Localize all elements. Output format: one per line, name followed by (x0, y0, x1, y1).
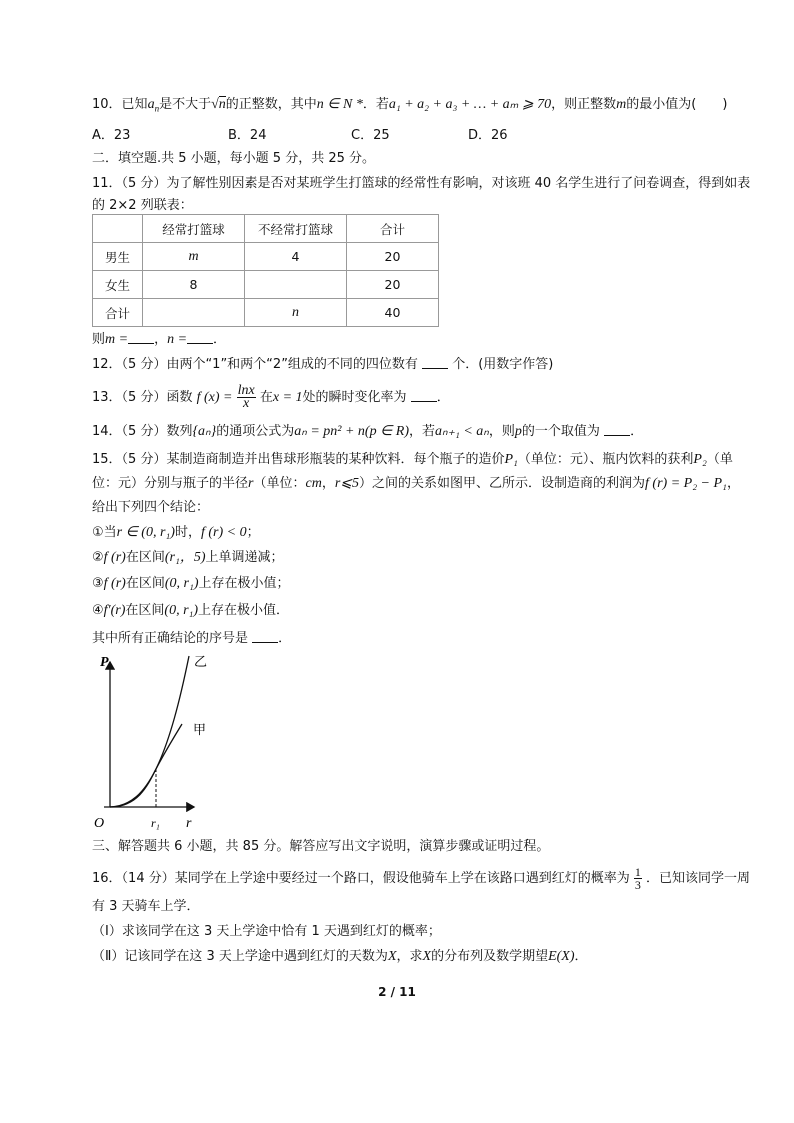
table-row (93, 271, 439, 299)
q12-stem: 12．（5 分）由两个“1”和两个“2”组成的不同的四位数有 个．(用数字作答) (92, 357, 554, 372)
table-cell: 经常打篮球 (143, 215, 245, 243)
q16-line1: 16．（14 分）某同学在上学途中要经过一个路口，假设他骑车上学在该路口遇到红灯的概率为 $\frac{1}{3}$ ．已知该同学一周 (92, 865, 751, 892)
table-cell: 男生 (93, 243, 143, 271)
table-row (93, 299, 439, 327)
q15-conclusion-2: ②f (r)在区间(r₁，5)上单调递减； (92, 550, 284, 565)
table-cell: 40 (347, 299, 439, 327)
table-cell: 合计 (347, 215, 439, 243)
q15-line1: 15．（5 分）某制造商制造并出售球形瓶装的某种饮料．每个瓶子的造价P₁（单位：元）、瓶内饮料的获利P₂（单 (92, 452, 733, 467)
table-cell: 20 (347, 271, 439, 299)
table-cell: 20 (347, 243, 439, 271)
curve-label-jia: 甲 (193, 723, 207, 738)
contingency-table (92, 214, 439, 327)
table-header-row (93, 215, 439, 243)
x-axis-label: r (186, 816, 192, 831)
q11-line1: 11．（5 分）为了解性别因素是否对某班学生打篮球的经常性有影响，对该班 40 名学生进行了问卷调查，得到如表 (92, 176, 751, 191)
table-cell (93, 215, 143, 243)
section3-heading: 三、解答题共 6 小题，共 85 分。解答应写出文字说明，演算步骤或证明过程。 (92, 839, 550, 854)
q10-option-a: A．23 (92, 128, 131, 143)
curve-jia (110, 724, 182, 807)
curve-label-yi: 乙 (194, 655, 208, 670)
table-cell: n (245, 299, 347, 327)
table-cell: 女生 (93, 271, 143, 299)
page-number: 2 / 11 (378, 985, 416, 999)
q10-option-b: B．24 (228, 128, 267, 143)
q13-stem: 13．（5 分）函数 f (x) = $\frac{\ln x}{x}$ 在x = 1处的瞬时变化率为 ． (92, 383, 450, 411)
table-cell: 8 (143, 271, 245, 299)
table-cell: m (143, 243, 245, 271)
q15-conclusion-1: ①当r ∈ (0, r₁)时，f (r) < 0； (92, 525, 260, 540)
q15-ask: 其中所有正确结论的序号是 ． (92, 631, 292, 646)
fraction-lnx-over-x: $\frac{\ln x}{x}$ (237, 383, 255, 411)
q11-answer-line: 则m = ，n = ． (92, 332, 227, 347)
q16-part1: （Ⅰ）求该同学在这 3 天上学途中恰有 1 天遇到红灯的概率； (92, 924, 441, 939)
q16-line2: 有 3 天骑车上学． (92, 899, 200, 914)
q15-conclusion-3: ③f (r)在区间(0, r₁)上存在极小值； (92, 576, 290, 591)
table-cell: 不经常打篮球 (245, 215, 347, 243)
q14-stem: 14．（5 分）数列{aₙ}的通项公式为aₙ = pn² + n(p ∈ R)，若aₙ₊₁ < aₙ，则p的一个取值为 ． (92, 424, 644, 439)
q10-option-c: C．25 (351, 128, 390, 143)
q10-stem: 10．已知$a_n$是不大于√n的正整数，其中n ∈ N *．若a₁ + a₂ + a₃ + … + aₘ ⩾ 70，则正整数m的最小值为( ) (92, 97, 728, 114)
section2-heading: 二．填空题.共 5 小题，每小题 5 分，共 25 分。 (92, 151, 376, 166)
table-cell (245, 271, 347, 299)
table-cell: 合计 (93, 299, 143, 327)
y-axis-label: P (100, 655, 109, 670)
q15-line3: 给出下列四个结论： (92, 500, 210, 515)
q15-line2: 位：元）分别与瓶子的半径r（单位：cm，r⩽5）之间的关系如图甲、乙所示．设制造商的利润为f (r) = P₂ − P₁， (92, 476, 740, 491)
fraction-one-third: $\frac{1}{3}$ (634, 865, 641, 892)
q10-option-d: D．26 (468, 128, 508, 143)
profit-graph (86, 650, 226, 835)
tick-label-r1: r₁ (151, 816, 160, 830)
q16-part2: （Ⅱ）记该同学在这 3 天上学途中遇到红灯的天数为X，求X的分布列及数学期望E(X)． (92, 949, 588, 964)
q11-line2: 的 2×2 列联表： (92, 198, 193, 213)
origin-label: O (94, 816, 105, 831)
table-row (93, 243, 439, 271)
q15-conclusion-4: ④f′(r)在区间(0, r₁)上存在极小值． (92, 603, 290, 618)
table-cell: 4 (245, 243, 347, 271)
table-cell (143, 299, 245, 327)
